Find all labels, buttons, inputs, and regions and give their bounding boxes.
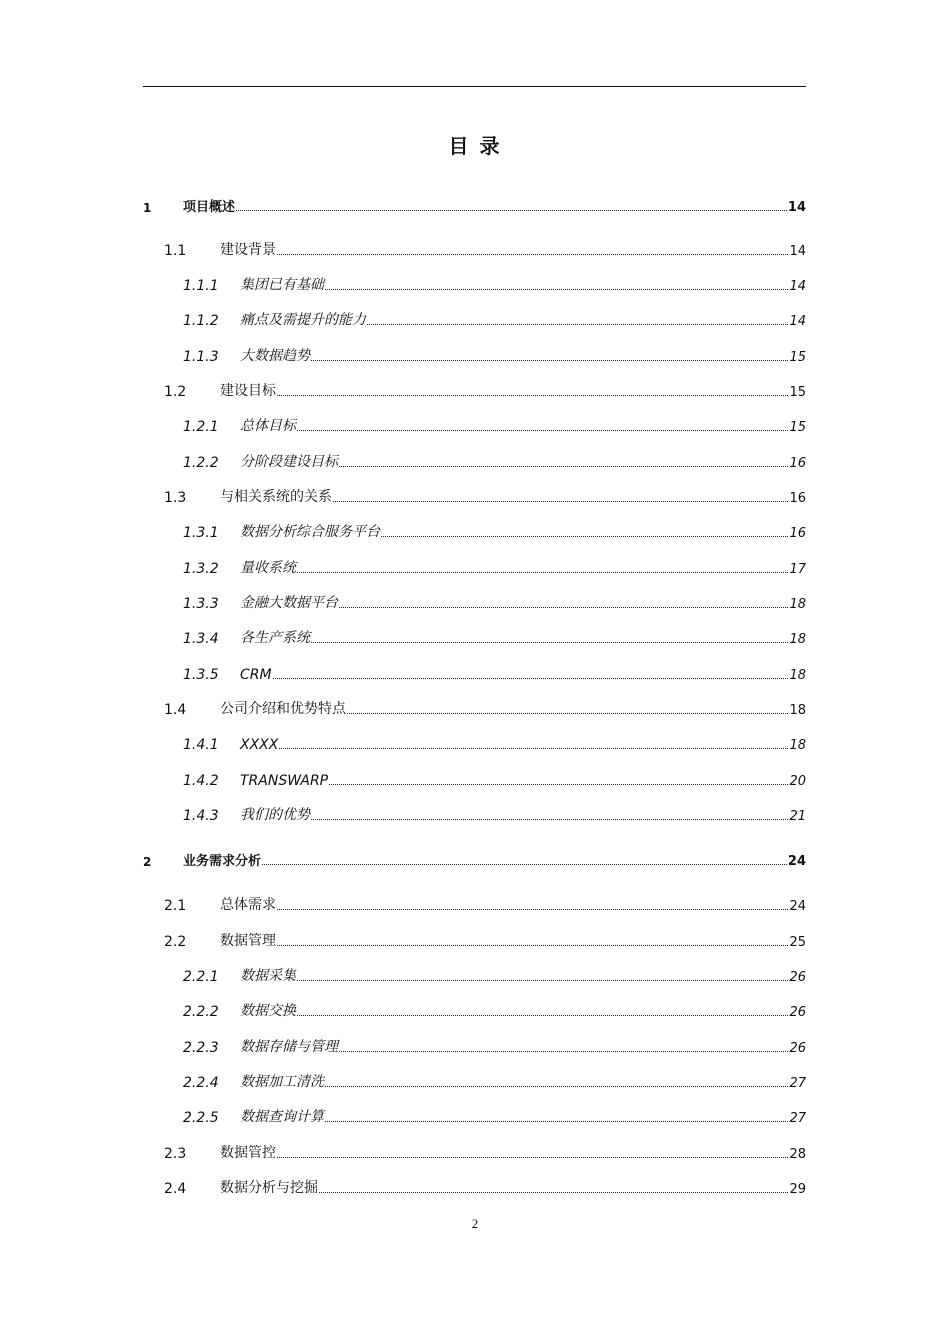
toc-entry[interactable]: [143, 1069, 806, 1091]
toc-entry[interactable]: [143, 1104, 806, 1126]
toc-entry-title: 数据分析综合服务平台: [240, 524, 380, 540]
toc-dot-leader: [339, 1051, 788, 1052]
toc-entry-number: 2: [143, 855, 152, 869]
header-rule: [143, 86, 806, 87]
toc-entry-page: 16: [789, 526, 806, 541]
toc-entry-title: 数据加工清洗: [240, 1074, 324, 1090]
toc-entry[interactable]: [143, 555, 806, 577]
toc-entry-title: 总体需求: [220, 897, 276, 913]
toc-entry-title: 数据采集: [240, 968, 296, 984]
toc-entry-page: 14: [789, 244, 806, 259]
toc-entry-number: 1.3.5: [183, 667, 219, 683]
toc-entry-title: 我们的优势: [240, 807, 310, 823]
toc-entry-number: 1.1.1: [183, 278, 219, 294]
toc-dot-leader: [333, 501, 788, 502]
toc-entry-title: 数据交换: [240, 1003, 296, 1019]
toc-entry-page: 25: [789, 935, 806, 950]
toc-dot-leader: [311, 360, 788, 361]
toc-entry-number: 2.2: [164, 934, 187, 950]
toc-entry-number: 2.2.4: [183, 1075, 219, 1091]
toc-entry-number: 1.3.2: [183, 561, 219, 577]
toc-entry-title: 数据存储与管理: [240, 1039, 338, 1055]
toc-entry[interactable]: [143, 1175, 806, 1197]
toc-entry-number: 1.2.2: [183, 455, 219, 471]
toc-entry-page: 18: [789, 738, 806, 753]
toc-entry-page: 20: [789, 774, 806, 789]
toc-entry-title: 业务需求分析: [183, 854, 262, 869]
toc-entry-title: 量收系统: [240, 560, 296, 576]
toc-entry-number: 1.3: [164, 490, 187, 506]
toc-entry-page: 18: [789, 668, 806, 683]
toc-entry-page: 29: [789, 1182, 806, 1197]
toc-entry[interactable]: [143, 661, 806, 683]
toc-entry-page: 27: [789, 1111, 806, 1126]
toc-dot-leader: [381, 536, 788, 537]
toc-entry[interactable]: [143, 237, 806, 259]
toc-dot-leader: [277, 909, 788, 910]
toc-dot-leader: [277, 1157, 788, 1158]
toc-entry-number: 1.1: [164, 243, 187, 259]
toc-dot-leader: [273, 678, 789, 679]
toc-entry-number: 2.2.2: [183, 1004, 219, 1020]
toc-entry-page: 21: [789, 809, 806, 824]
toc-entry-title: 分阶段建设目标: [240, 454, 338, 470]
toc-dot-leader: [325, 289, 788, 290]
toc-entry[interactable]: [143, 378, 806, 400]
toc-dot-leader: [262, 864, 787, 865]
toc-dot-leader: [311, 819, 788, 820]
toc-entry-title: 项目概述: [183, 200, 236, 215]
toc-entry-number: 1.4.1: [183, 737, 219, 753]
toc-entry[interactable]: [143, 343, 806, 365]
toc-entry-page: 17: [789, 562, 806, 577]
toc-entry-page: 15: [789, 350, 806, 365]
toc-entry-title: 数据分析与挖掘: [220, 1180, 318, 1196]
toc-entry-title: 建设目标: [220, 383, 276, 399]
toc-entry[interactable]: [143, 590, 806, 612]
toc-entry-page: 26: [789, 1041, 806, 1056]
toc-dot-leader: [339, 466, 788, 467]
toc-entry-page: 27: [789, 1076, 806, 1091]
toc-entry-number: 2.2.5: [183, 1110, 219, 1126]
toc-entry-title: 数据管控: [220, 1145, 276, 1161]
toc-dot-leader: [297, 430, 788, 431]
toc-dot-leader: [329, 784, 788, 785]
toc-entry[interactable]: [143, 193, 806, 215]
toc-entry-title: CRM: [240, 667, 272, 683]
toc-entry-title: 公司介绍和优势特点: [220, 701, 346, 717]
toc-entry-page: 24: [789, 899, 806, 914]
toc-entry[interactable]: [143, 892, 806, 914]
toc-entry[interactable]: [143, 998, 806, 1020]
toc-entry[interactable]: [143, 413, 806, 435]
toc-entry[interactable]: [143, 928, 806, 950]
toc-dot-leader: [297, 1015, 788, 1016]
toc-entry-title: 大数据趋势: [240, 348, 310, 364]
toc-entry-number: 1.1.2: [183, 313, 219, 329]
toc-entry[interactable]: [143, 625, 806, 647]
toc-entry-page: 28: [789, 1147, 806, 1162]
toc-entry-number: 1.4.3: [183, 808, 219, 824]
toc-entry-page: 14: [789, 314, 806, 329]
toc-entry[interactable]: [143, 847, 806, 869]
toc-entry-page: 15: [789, 420, 806, 435]
toc-entry-title: 数据查询计算: [240, 1109, 324, 1125]
toc-entry-number: 1.3.1: [183, 525, 219, 541]
toc-entry-number: 1.4: [164, 702, 187, 718]
toc-entry-page: 24: [787, 854, 806, 869]
toc-entry-title: 金融大数据平台: [240, 595, 338, 611]
toc-entry[interactable]: [143, 1140, 806, 1162]
toc-entry-title: 建设背景: [220, 242, 276, 258]
toc-entry-page: 26: [789, 970, 806, 985]
toc-entry[interactable]: [143, 802, 806, 824]
toc-entry-number: 1: [143, 201, 152, 215]
toc-entry[interactable]: [143, 731, 806, 753]
toc-entry[interactable]: [143, 767, 806, 789]
toc-entry-page: 18: [789, 703, 806, 718]
toc-entry-page: 18: [789, 597, 806, 612]
toc-entry-number: 1.1.3: [183, 349, 219, 365]
toc-dot-leader: [297, 980, 788, 981]
toc-dot-leader: [311, 642, 788, 643]
toc-dot-leader: [236, 210, 787, 211]
toc-entry-page: 16: [789, 456, 806, 471]
toc-entry-number: 1.2: [164, 384, 187, 400]
toc-dot-leader: [367, 324, 788, 325]
toc-entry-title: TRANSWARP: [240, 773, 329, 789]
toc-entry[interactable]: [143, 1034, 806, 1056]
toc-entry[interactable]: [143, 696, 806, 718]
toc-dot-leader: [277, 254, 788, 255]
toc-dot-leader: [325, 1086, 788, 1087]
toc-dot-leader: [319, 1192, 788, 1193]
toc-dot-leader: [325, 1121, 788, 1122]
toc-entry-number: 1.3.4: [183, 631, 219, 647]
toc-entry-title: 总体目标: [240, 418, 296, 434]
toc-entry[interactable]: [143, 963, 806, 985]
page-number: 2: [471, 1216, 479, 1231]
toc-entry[interactable]: [143, 519, 806, 541]
toc-dot-leader: [347, 713, 788, 714]
toc-title: 目 录: [448, 134, 502, 158]
toc-entry[interactable]: [143, 484, 806, 506]
toc-entry-number: 1.3.3: [183, 596, 219, 612]
toc-entry-number: 2.4: [164, 1181, 187, 1197]
toc-entry-page: 14: [787, 200, 806, 215]
toc-entry-page: 16: [789, 491, 806, 506]
toc-dot-leader: [339, 607, 788, 608]
toc-entry-title: 与相关系统的关系: [220, 489, 332, 505]
toc-entry-number: 2.1: [164, 898, 187, 914]
toc-entry[interactable]: [143, 272, 806, 294]
toc-dot-leader: [297, 572, 788, 573]
toc-entry-page: 26: [789, 1005, 806, 1020]
toc-entry-page: 14: [789, 279, 806, 294]
toc-entry-number: 2.3: [164, 1146, 187, 1162]
toc-entry-title: 集团已有基础: [240, 277, 324, 293]
toc-entry-title: XXXX: [240, 737, 279, 753]
toc-entry-title: 各生产系统: [240, 630, 310, 646]
toc-entry[interactable]: [143, 307, 806, 329]
toc-entry-page: 15: [789, 385, 806, 400]
toc-entry-number: 1.2.1: [183, 419, 219, 435]
toc-entry-number: 1.4.2: [183, 773, 219, 789]
toc-dot-leader: [279, 748, 788, 749]
toc-entry-title: 数据管理: [220, 933, 276, 949]
toc-entry-number: 2.2.3: [183, 1040, 219, 1056]
toc-dot-leader: [277, 945, 788, 946]
toc-dot-leader: [277, 395, 788, 396]
toc-entry-page: 18: [789, 632, 806, 647]
toc-entry-number: 2.2.1: [183, 969, 219, 985]
toc-entry[interactable]: [143, 449, 806, 471]
toc-entry-title: 痛点及需提升的能力: [240, 312, 366, 328]
